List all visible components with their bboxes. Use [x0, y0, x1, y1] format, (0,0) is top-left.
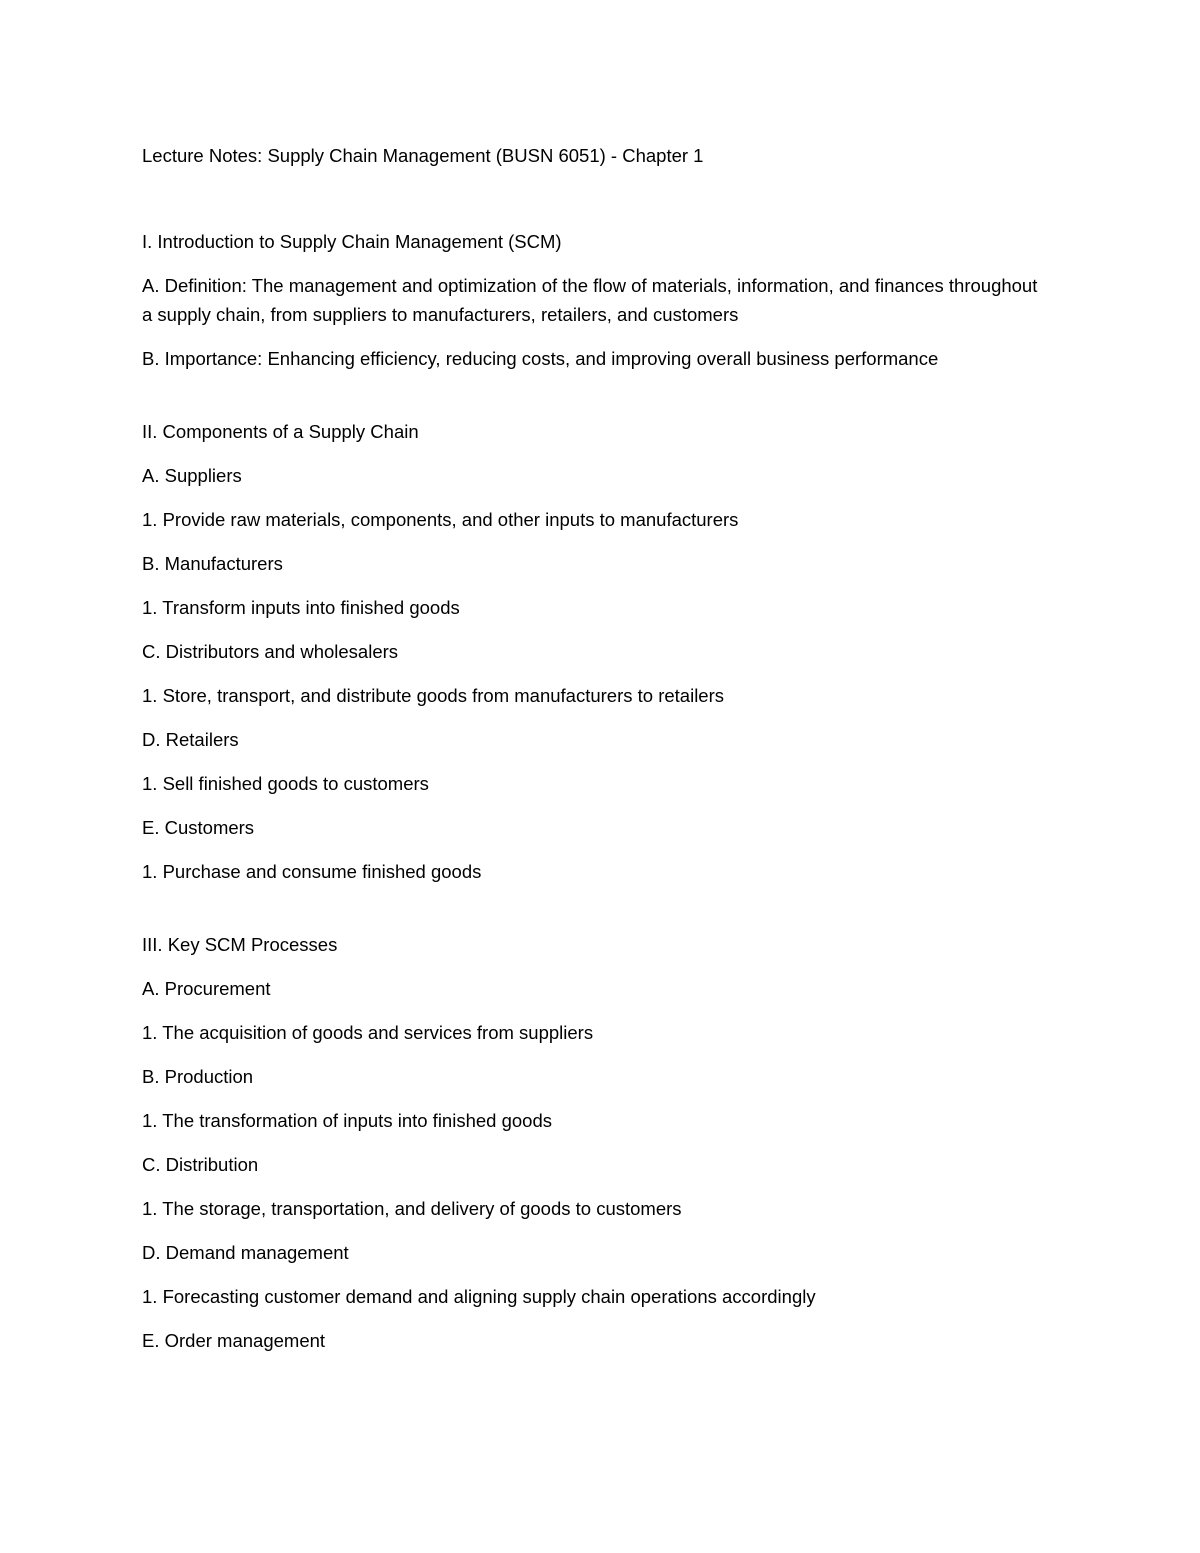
- document-title: Lecture Notes: Supply Chain Management (BUSN 6051) - Chapter 1: [142, 145, 704, 166]
- section-1-importance: B. Importance: Enhancing efficiency, reducing costs, and improving overall business performance: [142, 348, 939, 369]
- section-1-heading: I. Introduction to Supply Chain Management (SCM): [142, 231, 562, 252]
- section-3-heading: III. Key SCM Processes: [142, 934, 338, 955]
- section-2-item-detail: 1. Transform inputs into finished goods: [142, 597, 460, 618]
- section-2-item-label: C. Distributors and wholesalers: [142, 641, 399, 662]
- section-3-item-label: C. Distribution: [142, 1154, 259, 1175]
- section-2-item-detail: 1. Purchase and consume finished goods: [142, 861, 482, 882]
- section-1-definition: A. Definition: The management and optimization of the flow of materials, information, and finances throughout a supply chain, from suppliers to manufacturers, retailers, and customers: [142, 275, 1038, 325]
- document-body: [142, 141, 1042, 1370]
- section-2-item-label: B. Manufacturers: [142, 553, 283, 574]
- section-2-item-label: D. Retailers: [142, 729, 239, 750]
- section-2-item-label: A. Suppliers: [142, 465, 242, 486]
- section-2-item-detail: 1. Provide raw materials, components, and other inputs to manufacturers: [142, 509, 739, 530]
- section-3-item-detail: 1. The acquisition of goods and services from suppliers: [142, 1022, 594, 1043]
- section-3-item-detail: 1. Forecasting customer demand and aligning supply chain operations accordingly: [142, 1286, 816, 1307]
- section-3-item-detail: 1. The storage, transportation, and delivery of goods to customers: [142, 1198, 682, 1219]
- section-2-item-detail: 1. Store, transport, and distribute goods from manufacturers to retailers: [142, 685, 725, 706]
- section-3-item-label: B. Production: [142, 1066, 254, 1087]
- section-3-item-detail: 1. The transformation of inputs into finished goods: [142, 1110, 552, 1131]
- section-3-item-label: D. Demand management: [142, 1242, 349, 1263]
- section-3-item-label: E. Order management: [142, 1330, 326, 1351]
- section-2-heading: II. Components of a Supply Chain: [142, 421, 419, 442]
- section-2-item-detail: 1. Sell finished goods to customers: [142, 773, 429, 794]
- section-3-item-label: A. Procurement: [142, 978, 271, 999]
- section-2-item-label: E. Customers: [142, 817, 255, 838]
